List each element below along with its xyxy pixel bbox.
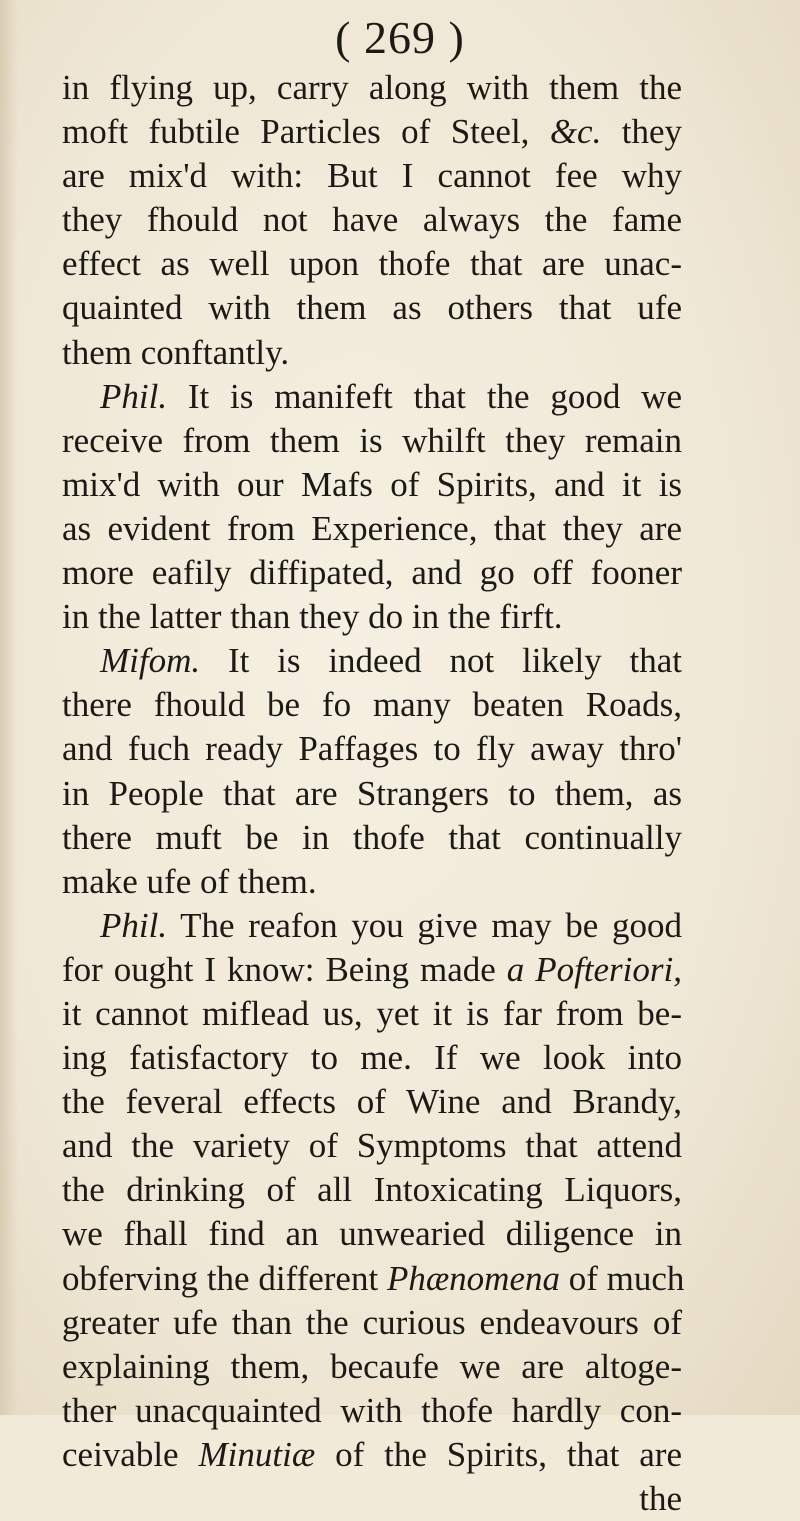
italic-term: Phil. (100, 376, 168, 416)
italic-term: Mifom. (100, 641, 201, 681)
text-line: obferving the different Phænomena of much (62, 1258, 685, 1298)
text-line: in flying up, carry along with them the (62, 68, 682, 107)
text-line: the drinking of all Intoxicating Liquors, (62, 1170, 682, 1210)
text-line: there muft be in thofe that continually (62, 817, 682, 857)
text-line: the feveral effects of Wine and Brandy, (62, 1082, 682, 1122)
text-line: more eafily diffipated, and go off fooner (62, 553, 682, 593)
text-line: there fhould be fo many beaten Roads, (62, 685, 682, 725)
text-line: Mifom. It is indeed not likely that (100, 641, 682, 681)
text-line: and fuch ready Paffages to fly away thro' (62, 729, 682, 769)
text-line: greater ufe than the curious endeavours of (62, 1302, 682, 1342)
catchword: the (639, 1479, 682, 1518)
text-line: it cannot miflead us, yet it is far from be- (62, 993, 682, 1033)
page-number: ( 269 ) (335, 12, 465, 63)
text-line: for ought I know: Being made a Pofteriori, (62, 949, 682, 989)
italic-term: Phil. (100, 905, 168, 945)
text-line: mix'd with our Mafs of Spirits, and it is (62, 464, 682, 504)
italic-term: a Pofteriori, (506, 949, 682, 989)
text-line: Phil. It is manifeft that the good we (100, 376, 682, 416)
italic-term: &c. (549, 112, 602, 152)
text-line: them conftantly. (62, 332, 290, 372)
body-text (62, 66, 685, 1521)
text-line: effect as well upon thofe that are unac- (62, 244, 682, 284)
text-line: moft fubtile Particles of Steel, &c. they (62, 112, 682, 152)
italic-term: Phænomena (386, 1258, 560, 1298)
italic-term: Minutiæ (198, 1434, 316, 1474)
text-line: and the variety of Symptoms that attend (62, 1126, 682, 1166)
text-line: they fhould not have always the fame (62, 200, 682, 240)
page-gutter-shadow (0, 0, 18, 1415)
text-line: as evident from Experience, that they are (62, 508, 682, 548)
text-line: in the latter than they do in the firft. (62, 597, 563, 637)
text-line: are mix'd with: But I cannot fee why (62, 156, 682, 196)
text-line: quainted with them as others that ufe (62, 288, 682, 328)
text-line: ceivable Minutiæ of the Spirits, that are (62, 1434, 682, 1474)
text-line: Phil. The reafon you give may be good (100, 905, 682, 945)
text-line: ther unacquainted with thofe hardly con- (62, 1390, 682, 1430)
text-line: in People that are Strangers to them, as (62, 773, 682, 813)
text-line: we fhall find an unwearied diligence in (62, 1214, 682, 1254)
text-line: ing fatisfactory to me. If we look into (62, 1038, 682, 1078)
text-line: make ufe of them. (62, 861, 317, 901)
text-line: receive from them is whilft they remain (62, 420, 682, 460)
text-line: explaining them, becaufe we are altoge- (62, 1346, 682, 1386)
